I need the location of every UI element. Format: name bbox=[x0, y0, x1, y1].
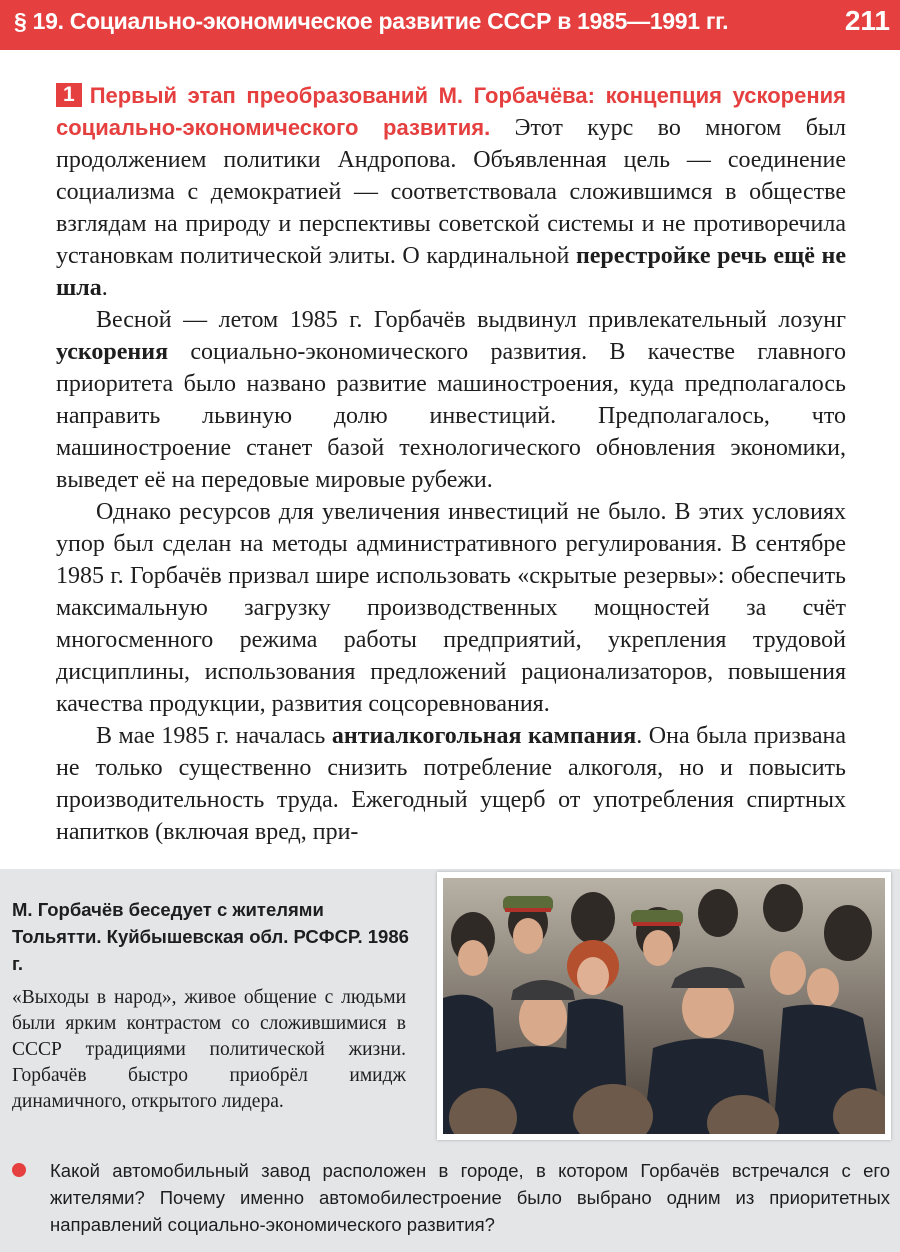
section-number-badge: 1 bbox=[56, 83, 82, 107]
caption-title: М. Горбачёв беседует с жителями Тольятти. Куйбышевская обл. РСФСР. 1986 г. bbox=[12, 899, 409, 974]
paragraph-2 bbox=[56, 304, 846, 496]
paragraph-2-bold: ускорения bbox=[56, 339, 169, 365]
paragraph-2-end: социально-экономического развития. В качестве главного приоритета было названо развитие машиностроения, куда предполагалось направить львиную долю инвестиций. Предполагалось, что машиностроение станет базой технологического обновления экономики, выведет её на передовые мировые рубежи. bbox=[56, 339, 846, 493]
photo-frame bbox=[437, 872, 891, 1140]
paragraph-1 bbox=[56, 80, 846, 304]
paragraph-4-start: В мае 1985 г. началась bbox=[96, 723, 332, 749]
question-text: Какой автомобильный завод расположен в городе, в котором Горбачёв встречался с его жителями? Почему именно автомобилестроение было выбрано одним из приоритетных направлений социально-экономического развития? bbox=[50, 1160, 890, 1235]
paragraph-3: Однако ресурсов для увеличения инвестиций не было. В этих условиях упор был сделан на методы административного регулирования. В сентябре 1985 г. Горбачёв призвал шире использовать «скрытые резервы»: обеспечить максимальную загрузку производственных мощностей за счёт многосменного режима работы предприятий, укрепления трудовой дисциплины, использования предложений рационализаторов, повышения качества продукции, развития соцсоревнования. bbox=[56, 499, 846, 717]
paragraph-4-bold: антиалкогольная кампания bbox=[331, 723, 637, 749]
section-title: Первый этап преобразований М. Горбачёва: концепция ускорения социально-экономического развития. bbox=[56, 83, 846, 140]
paragraph-2-start: Весной — летом 1985 г. Горбачёв выдвинул привлекательный лозунг bbox=[96, 307, 846, 333]
article-body bbox=[56, 80, 846, 848]
page-header bbox=[0, 0, 900, 50]
page-number: 211 bbox=[844, 5, 890, 36]
paragraph-1-text: Этот курс во многом был продолжением политики Андропова. Объявленная цель — соединение социализма с демократией — соответствовала сложившимся в обществе взглядам на природу и перспективы советской системы и не противоречила установкам политической элиты. О кардинальной bbox=[56, 115, 846, 269]
paragraph-1-bold: перестройке речь ещё не шла bbox=[56, 243, 846, 301]
paragraph-4 bbox=[56, 720, 846, 848]
caption-text: «Выходы в народ», живое общение с людьми были ярким контрастом со сложившимися в СССР традициями политической жизни. Горбачёв быстро приобрёл имидж динамичного, открытого лидера. bbox=[12, 987, 406, 1112]
paragraph-4-end: . Она была призвана не только существенно снизить потребление алкоголя, но и повысить производительность труда. Ежегодный ущерб от употребления спиртных напитков (включая вред, при- bbox=[56, 723, 847, 845]
paragraph-1-end: . bbox=[101, 275, 108, 301]
chapter-title: § 19. Социально-экономическое развитие СССР в 1985—1991 гг. bbox=[14, 8, 729, 34]
question-bullet-icon bbox=[12, 1163, 26, 1177]
crowd-photo bbox=[443, 878, 885, 1134]
